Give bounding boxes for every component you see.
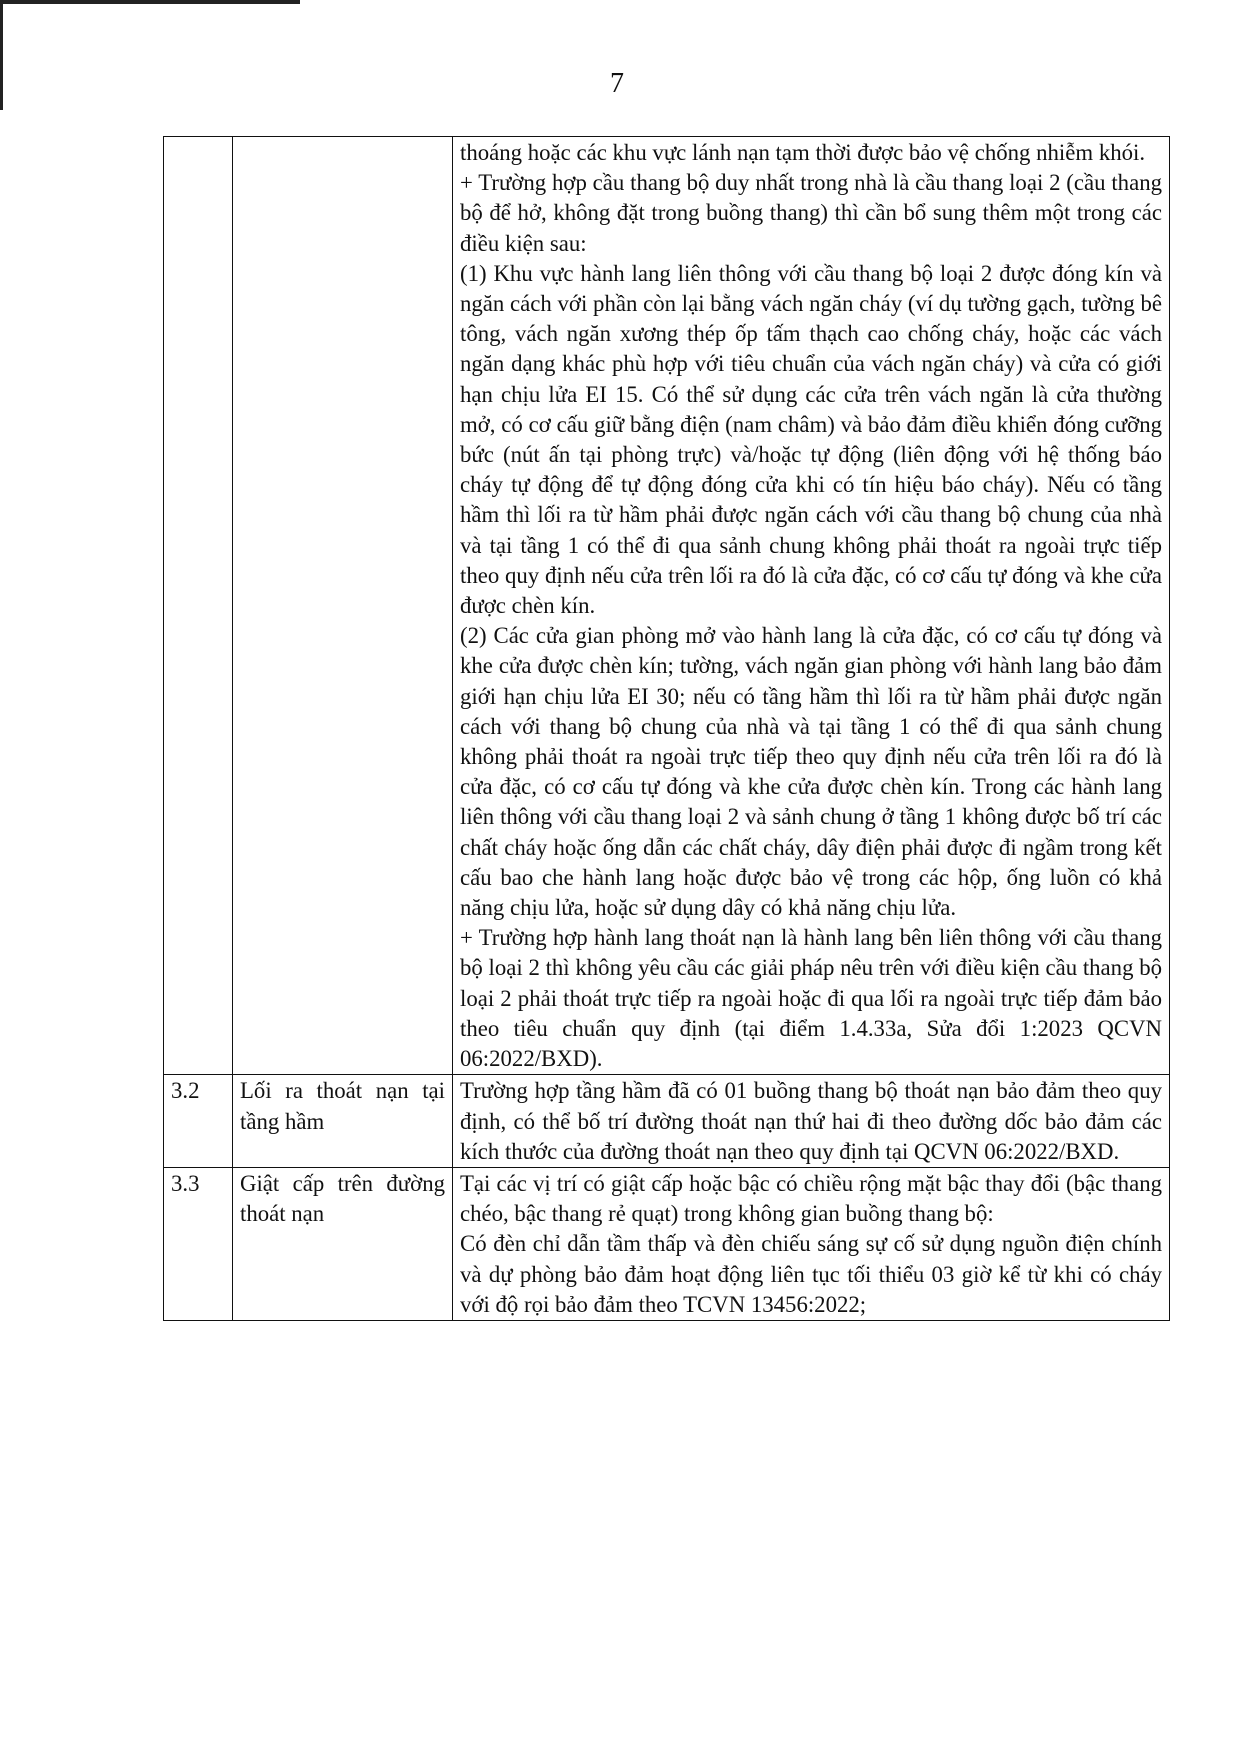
row-content <box>453 137 1170 1075</box>
content-paragraph: Trường hợp tầng hầm đã có 01 buồng thang bộ thoát nạn bảo đảm theo quy định, có thể bố trí đường thoát nạn thứ hai đi theo đường dốc bảo đảm các kích thước của đường thoát nạn theo quy định tại QCVN 06:2022/BXD. <box>460 1078 1162 1164</box>
content-paragraph: Tại các vị trí có giật cấp hoặc bậc có chiều rộng mặt bậc thay đổi (bậc thang chéo, bậc thang rẻ quạt) trong không gian buồng thang bộ: <box>460 1170 1162 1227</box>
row-item-title <box>233 137 453 1075</box>
page-number: 7 <box>610 68 624 99</box>
row-content <box>453 1075 1170 1168</box>
scan-edge-top <box>0 0 300 4</box>
row-content <box>453 1167 1170 1320</box>
content-paragraph: (2) Các cửa gian phòng mở vào hành lang là cửa đặc, có cơ cấu tự đóng và khe cửa được chèn kín; tường, vách ngăn gian phòng với hành lang bảo đảm giới hạn chịu lửa EI 30; nếu có tầng hầm thì lối ra từ hầm phải được ngăn cách với thang bộ chung của nhà và tại tầng 1 có thể đi qua sảnh chung không phải thoát ra ngoài trực tiếp theo quy định nếu cửa trên lối ra đó là cửa đặc, có cơ cấu tự đóng và khe cửa được chèn kín. Trong các hành lang liên thông với cầu thang loại 2 và sảnh chung ở tầng 1 không được bố trí các chất cháy hoặc ống dẫn các chất cháy, dây điện phải được đi ngầm trong kết cấu bao che hành lang hoặc được bảo vệ trong các hộp, ống luồn có khả năng chịu lửa, hoặc sử dụng dây có khả năng chịu lửa. <box>460 623 1162 921</box>
content-paragraph: thoáng hoặc các khu vực lánh nạn tạm thời được bảo vệ chống nhiễm khói. <box>460 140 1146 165</box>
table-row <box>164 1075 1170 1168</box>
regulation-table <box>163 136 1170 1321</box>
row-item-title: Lối ra thoát nạn tại tầng hầm <box>233 1075 453 1168</box>
row-number: 3.3 <box>164 1167 233 1320</box>
row-number: 3.2 <box>164 1075 233 1168</box>
content-paragraph: + Trường hợp hành lang thoát nạn là hành lang bên liên thông với cầu thang bộ loại 2 thì không yêu cầu các giải pháp nêu trên với điều kiện cầu thang bộ loại 2 phải thoát trực tiếp ra ngoài hoặc đi qua lối ra ngoài trực tiếp đảm bảo theo tiêu chuẩn quy định (tại điểm 1.4.33a, Sửa đổi 1:2023 QCVN 06:2022/BXD). <box>460 925 1162 1072</box>
content-paragraph: (1) Khu vực hành lang liên thông với cầu thang bộ loại 2 được đóng kín và ngăn cách với phần còn lại bằng vách ngăn cháy (ví dụ tường gạch, tường bê tông, vách ngăn xương thép ốp tấm thạch cao chống cháy, hoặc các vách ngăn dạng khác phù hợp với tiêu chuẩn của vách ngăn cháy) và cửa có giới hạn chịu lửa EI 15. Có thể sử dụng các cửa trên vách ngăn là cửa thường mở, có cơ cấu giữ bằng điện (nam châm) và bảo đảm điều khiển đóng cưỡng bức (nút ấn tại phòng trực) và/hoặc tự động (liên động với hệ thống báo cháy tự động để tự động đóng cửa khi có tín hiệu báo cháy). Nếu có tầng hầm thì lối ra từ hầm phải được ngăn cách với cầu thang bộ chung của nhà và tại tầng 1 có thể đi qua sảnh chung không phải thoát ra ngoài trực tiếp theo quy định nếu cửa trên lối ra đó là cửa đặc, có cơ cấu tự đóng và khe cửa được chèn kín. <box>460 260 1162 619</box>
row-item-title: Giật cấp trên đường thoát nạn <box>233 1167 453 1320</box>
table-row <box>164 1167 1170 1320</box>
content-paragraph: Có đèn chỉ dẫn tầm thấp và đèn chiếu sáng sự cố sử dụng nguồn điện chính và dự phòng bảo đảm hoạt động liên tục tối thiểu 03 giờ kể từ khi có cháy với độ rọi bảo đảm theo TCVN 13456:2022; <box>460 1231 1162 1317</box>
table-row <box>164 137 1170 1075</box>
content-paragraph: + Trường hợp cầu thang bộ duy nhất trong nhà là cầu thang loại 2 (cầu thang bộ để hở, không đặt trong buồng thang) thì cần bổ sung thêm một trong các điều kiện sau: <box>460 170 1162 256</box>
row-number <box>164 137 233 1075</box>
